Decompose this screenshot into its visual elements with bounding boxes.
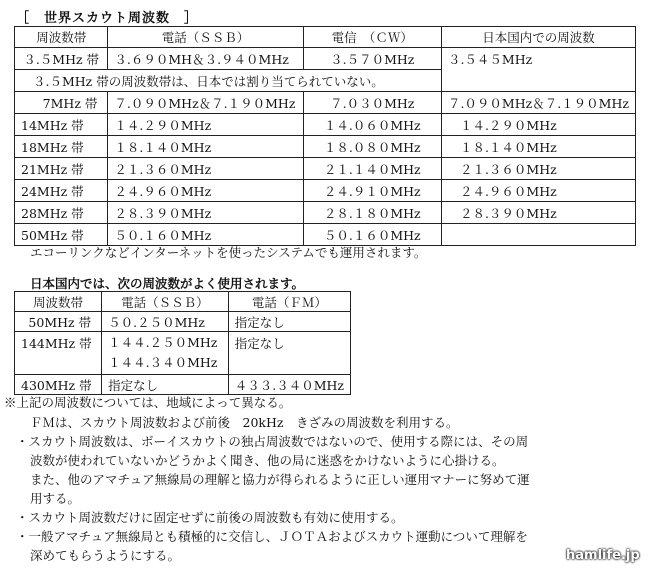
world-frequency-table bbox=[14, 26, 636, 246]
bullet-line: 深めてもらうようにする。 bbox=[30, 548, 181, 563]
ssb-cell: ５０.１６０MHz bbox=[108, 224, 303, 246]
header-ssb: 電話（ＳＳＢ） bbox=[102, 292, 229, 312]
band-note-cell: ３.５MHz 帯の周波数帯は、日本では割り当てられていない。 bbox=[15, 70, 442, 92]
table-row bbox=[15, 202, 636, 224]
ssb-cell bbox=[102, 332, 229, 375]
band-cell: 28MHz 帯 bbox=[15, 202, 108, 224]
table-row bbox=[15, 312, 351, 332]
cw-cell: １４.０６０MHz bbox=[303, 114, 441, 136]
bullet-line: 波数が使われていないかどうかよく聞き、他の局に迷惑をかけないように心掛ける。 bbox=[30, 453, 505, 468]
japan-cell: ２１.３６０MHz bbox=[441, 158, 635, 180]
ssb-cell: ５０.２５０MHz bbox=[102, 312, 229, 332]
header-fm: 電話（ＦＭ） bbox=[228, 292, 350, 312]
table-row bbox=[15, 375, 351, 395]
header-band: 周波数帯 bbox=[15, 292, 102, 312]
band-cell: 144MHz 帯 bbox=[15, 332, 102, 375]
band-cell: 14MHz 帯 bbox=[15, 114, 108, 136]
cw-cell: １８.０８０MHz bbox=[303, 136, 441, 158]
ssb-cell: ２８.３９０MHz bbox=[108, 202, 303, 224]
header-cw: 電信 （ＣＷ） bbox=[303, 27, 441, 48]
fm-cell: ４３３.３４０MHz bbox=[228, 375, 350, 395]
bullet-line: ・一般アマチュア無線局とも積極的に交信し、ＪＯＴＡおよびスカウト運動について理解を bbox=[16, 529, 528, 544]
japan-frequency-table bbox=[14, 291, 351, 395]
ssb-cell: ２４.９６０MHz bbox=[108, 180, 303, 202]
japan-cell: １８.１４０MHz bbox=[441, 136, 635, 158]
ssb-cell: １４.２９０MHz bbox=[108, 114, 303, 136]
cw-cell: ２４.９１０MHz bbox=[303, 180, 441, 202]
band-cell: 50MHz 帯 bbox=[15, 312, 102, 332]
bullet-line: ・スカウト周波数だけに固定せずに前後の周波数も有効に使用する。 bbox=[16, 510, 404, 525]
regional-note: ※上記の周波数については、地域によって異なる。 bbox=[4, 395, 292, 410]
table-row bbox=[15, 92, 636, 114]
fm-cell: 指定なし bbox=[228, 312, 350, 332]
cw-cell: ５０.１６０MHz bbox=[303, 224, 441, 246]
bullet-line: 用する。 bbox=[30, 491, 81, 506]
fm-cell: 指定なし bbox=[228, 332, 350, 375]
header-band: 周波数帯 bbox=[15, 27, 108, 48]
band-cell: 21MHz 帯 bbox=[15, 158, 108, 180]
fm-note: ＦＭは、スカウト周波数および前後 20kHz きざみの周波数を利用する。 bbox=[30, 415, 459, 430]
japan-cell: ７.０９０MHz＆７.１９０MHz bbox=[441, 92, 635, 114]
japan-cell: ３.５４５MHz bbox=[441, 48, 635, 92]
table-row bbox=[15, 114, 636, 136]
band-cell: 24MHz 帯 bbox=[15, 180, 108, 202]
ssb-value: １４４.２５０MHz bbox=[108, 335, 218, 350]
world-frequency-title: ［ 世界スカウト周波数 ］ bbox=[16, 11, 199, 26]
table-row bbox=[15, 180, 636, 202]
table-row bbox=[15, 136, 636, 158]
table-row bbox=[15, 48, 636, 70]
ssb-cell: ３.６９０MH＆３.９４０MHz bbox=[108, 48, 303, 70]
band-cell: 430MHz 帯 bbox=[15, 375, 102, 395]
band-cell: 18MHz 帯 bbox=[15, 136, 108, 158]
bullet-line: ・スカウト周波数は、ボーイスカウトの独占周波数ではないので、使用する際には、その周 bbox=[16, 434, 529, 449]
table-row bbox=[15, 158, 636, 180]
cw-cell: ７.０３０MHz bbox=[303, 92, 441, 114]
header-japan: 日本国内での周波数 bbox=[441, 27, 635, 48]
band-cell: 50MHz 帯 bbox=[15, 224, 108, 246]
band-cell: 7MHz 帯 bbox=[15, 92, 108, 114]
band-cell: ３.５MHz 帯 bbox=[15, 48, 108, 70]
table-header-row bbox=[15, 27, 636, 48]
header-ssb: 電話（ＳＳＢ） bbox=[108, 27, 303, 48]
japan-cell: １４.２９０MHz bbox=[441, 114, 635, 136]
japan-cell bbox=[441, 224, 635, 246]
ssb-cell: ７.０９０MHz＆７.１９０MHz bbox=[108, 92, 303, 114]
japan-cell: ２４.９６０MHz bbox=[441, 180, 635, 202]
table-row bbox=[15, 332, 351, 375]
echolink-note: エコーリンクなどインターネットを使ったシステムでも運用されます。 bbox=[30, 245, 427, 260]
cw-cell: ３.５７０MHz bbox=[303, 48, 441, 70]
hamlife-watermark: hamlife.jp bbox=[566, 548, 640, 563]
ssb-cell: １８.１４０MHz bbox=[108, 136, 303, 158]
japan-frequency-title: 日本国内では、次の周波数がよく使用されます。 bbox=[30, 276, 305, 291]
bullet-line: また、他のアマチュア無線局の理解と協力が得られるように正しい運用マナーに努めて運 bbox=[30, 472, 530, 487]
cw-cell: ２８.１８０MHz bbox=[303, 202, 441, 224]
ssb-cell: ２１.３６０MHz bbox=[108, 158, 303, 180]
ssb-value: １４４.３４０MHz bbox=[108, 355, 218, 370]
ssb-cell: 指定なし bbox=[102, 375, 229, 395]
japan-cell: ２８.３９０MHz bbox=[441, 202, 635, 224]
cw-cell: ２１.１４０MHz bbox=[303, 158, 441, 180]
table-header-row bbox=[15, 292, 351, 312]
